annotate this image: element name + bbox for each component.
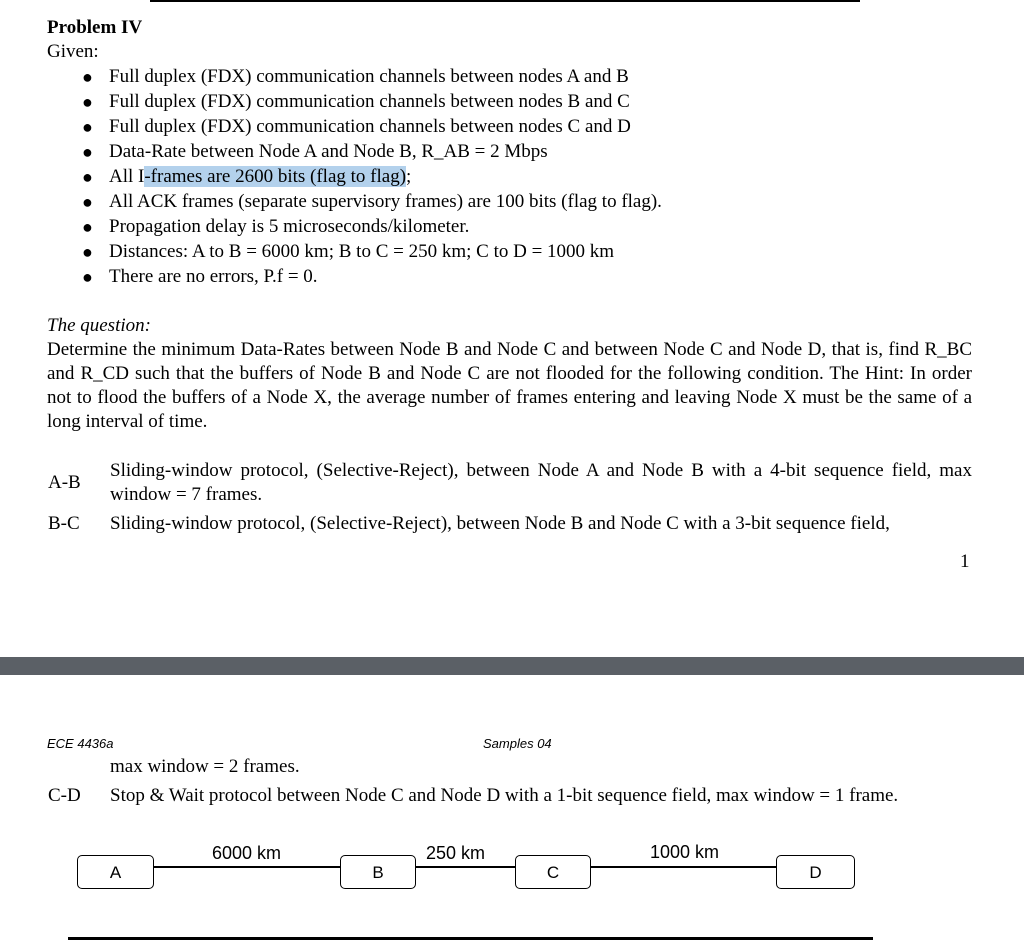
protocol-text-ab: Sliding-window protocol, (Selective-Reject), between Node A and Node B with a 4-bit sequence field, max window = 7 frames. — [110, 460, 972, 505]
bullet-icon: ● — [82, 217, 93, 237]
protocol-label-bc: B-C — [48, 513, 80, 534]
given-item-7: Propagation delay is 5 microseconds/kilometer. — [109, 216, 470, 237]
protocol-text-cd: Stop & Wait protocol between Node C and Node D with a 1-bit sequence field, max window = 1 frame. — [110, 785, 899, 806]
link-b-c — [415, 866, 516, 868]
protocol-label-cd: C-D — [48, 785, 81, 806]
bullet-icon: ● — [82, 267, 93, 287]
bullet-icon: ● — [82, 92, 93, 112]
link-a-b — [153, 866, 341, 868]
node-c: C — [515, 855, 591, 889]
bullet-icon: ● — [82, 67, 93, 87]
page-number: 1 — [960, 551, 970, 572]
question-text: Determine the minimum Data-Rates between Node B and Node C and between Node C and Node D, that is, find R_BC and R_CD such that the buffers of Node B and Node C are not flooded for the following condition. The Hint: In order not to flood the buffers of a Node X, the average number of frames entering and leaving Node X must be the same of a long interval of time. — [47, 339, 972, 432]
given-item-3: Full duplex (FDX) communication channels between nodes C and D — [109, 116, 631, 137]
given-item-5-end: ; — [406, 166, 412, 187]
given-item-1: Full duplex (FDX) communication channels between nodes A and B — [109, 66, 629, 87]
bullet-icon: ● — [82, 167, 93, 187]
bullet-icon: ● — [82, 142, 93, 162]
given-item-6: All ACK frames (separate supervisory frames) are 100 bits (flag to flag). — [109, 191, 662, 212]
given-item-8: Distances: A to B = 6000 km; B to C = 250 km; C to D = 1000 km — [109, 241, 615, 262]
page-divider — [0, 657, 1024, 675]
bottom-rule — [68, 937, 873, 940]
bullet-icon: ● — [82, 117, 93, 137]
distance-a-b: 6000 km — [212, 843, 282, 863]
distance-b-c: 250 km — [426, 843, 486, 863]
continuation-text: max window = 2 frames. — [110, 756, 300, 777]
given-item-5[interactable] — [109, 166, 411, 188]
bullet-icon: ● — [82, 242, 93, 262]
question-heading: The question: — [47, 315, 151, 336]
node-a: A — [77, 855, 154, 889]
given-item-2: Full duplex (FDX) communication channels between nodes B and C — [109, 91, 630, 112]
given-label: Given: — [47, 41, 99, 62]
protocol-label-ab: A-B — [48, 472, 81, 493]
distance-c-d: 1000 km — [650, 842, 720, 862]
course-header: ECE 4436a — [47, 736, 114, 751]
bullet-icon: ● — [82, 192, 93, 212]
selected-text-highlight[interactable]: -frames are 2600 bits (flag to flag) — [144, 166, 407, 187]
node-b: B — [340, 855, 416, 889]
protocol-text-bc: Sliding-window protocol, (Selective-Reject), between Node B and Node C with a 3-bit sequence field, — [110, 513, 890, 534]
given-item-4: Data-Rate between Node A and Node B, R_AB = 2 Mbps — [109, 141, 548, 162]
given-item-9: There are no errors, P.f = 0. — [109, 266, 318, 287]
given-item-5-start: All I — [109, 166, 145, 187]
problem-title: Problem IV — [47, 17, 143, 38]
top-rule — [150, 0, 860, 2]
node-d: D — [776, 855, 855, 889]
page-two — [0, 675, 1024, 951]
samples-header: Samples 04 — [483, 736, 552, 751]
link-c-d — [590, 866, 777, 868]
